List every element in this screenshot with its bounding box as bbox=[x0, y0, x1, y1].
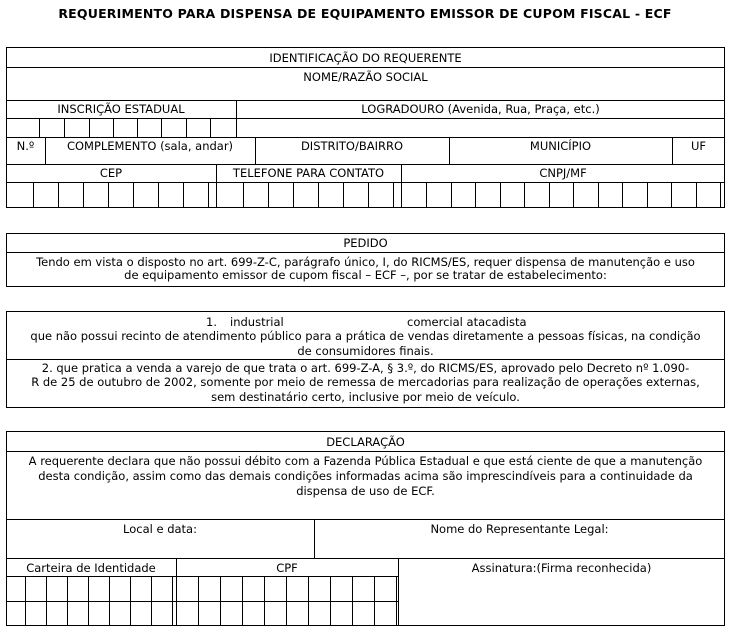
cell-divider bbox=[396, 576, 397, 626]
cell-divider bbox=[647, 182, 648, 208]
cell-divider bbox=[46, 576, 47, 626]
zip-label: CEP bbox=[99, 166, 123, 180]
cell-divider bbox=[130, 576, 131, 626]
cell-divider bbox=[573, 182, 574, 208]
state-label: UF bbox=[690, 139, 707, 153]
cell-divider bbox=[158, 182, 159, 208]
cell-divider bbox=[161, 118, 162, 137]
cell-divider bbox=[64, 118, 65, 137]
declaration-text-line1: A requerente declara que não possui débito com a Fazenda Pública Estadual e que está ciente de que a manutenção bbox=[28, 454, 703, 468]
cell-divider bbox=[137, 118, 138, 137]
cell-divider bbox=[210, 118, 211, 137]
district-label: DISTRITO/BAIRRO bbox=[300, 139, 404, 153]
cell-divider bbox=[113, 118, 114, 137]
option2-text-line2: R de 25 de outubro de 2002, somente por meio de remessa de mercadorias para realização de operações externas, bbox=[31, 375, 700, 389]
cell-divider bbox=[696, 182, 697, 208]
request-header: PEDIDO bbox=[343, 236, 388, 250]
cell-divider bbox=[186, 118, 187, 137]
cell-divider bbox=[108, 182, 109, 208]
complement-label: COMPLEMENTO (sala, andar) bbox=[66, 139, 234, 153]
cell-divider bbox=[308, 576, 309, 626]
cell-divider bbox=[286, 576, 287, 626]
option1-number: 1. bbox=[206, 315, 217, 329]
cell-divider bbox=[39, 118, 40, 137]
cell-divider bbox=[475, 182, 476, 208]
cell-divider bbox=[88, 576, 89, 626]
cell-divider bbox=[671, 182, 672, 208]
name-label: NOME/RAZÃO SOCIAL bbox=[303, 70, 428, 84]
cell-divider bbox=[83, 182, 84, 208]
cell-divider bbox=[330, 576, 331, 626]
representative-label: Nome do Representante Legal: bbox=[430, 522, 609, 536]
signature-label: Assinatura:(Firma reconhecida) bbox=[471, 561, 652, 575]
id-card-label: Carteira de Identidade bbox=[26, 561, 156, 575]
cell-divider bbox=[368, 182, 369, 208]
cell-divider bbox=[426, 182, 427, 208]
place-date-label: Local e data: bbox=[123, 522, 197, 536]
cell-divider bbox=[549, 182, 550, 208]
cell-divider bbox=[393, 182, 394, 208]
identification-header: IDENTIFICAÇÃO DO REQUERENTE bbox=[269, 51, 462, 65]
state-registration-label: INSCRIÇÃO ESTADUAL bbox=[57, 102, 185, 116]
cell-divider bbox=[133, 182, 134, 208]
option2-text-line1[interactable]: 2. que pratica a venda a varejo de que trata o art. 699-Z-A, § 3.º, do RICMS/ES, aprovado pelo Decreto nº 1.090- bbox=[41, 361, 690, 375]
cell-divider bbox=[293, 182, 294, 208]
cell-divider bbox=[524, 182, 525, 208]
declaration-text-line2: desta condição, assim como das demais condições informadas acima são imprescindíveis para a continuidade da bbox=[38, 469, 693, 483]
cell-divider bbox=[33, 182, 34, 208]
cell-divider bbox=[343, 182, 344, 208]
cell-divider bbox=[242, 576, 243, 626]
request-text-line1: Tendo em vista o disposto no art. 699-Z-C, parágrafo único, I, do RICMS/ES, requer dispensa de manutenção e uso bbox=[36, 255, 695, 269]
cell-divider bbox=[268, 182, 269, 208]
form-title: REQUERIMENTO PARA DISPENSA DE EQUIPAMENTO EMISSOR DE CUPOM FISCAL - ECF bbox=[58, 6, 672, 21]
cell-divider bbox=[352, 576, 353, 626]
cell-divider bbox=[25, 576, 26, 626]
cell-divider bbox=[58, 182, 59, 208]
declaration-text-line3: dispensa de uso de ECF. bbox=[296, 484, 435, 498]
cell-divider bbox=[220, 576, 221, 626]
option2-text-line3: sem destinatário certo, inclusive por meio de veículo. bbox=[211, 390, 520, 404]
declaration-header: DECLARAÇÃO bbox=[326, 435, 405, 449]
number-label: N.º bbox=[16, 139, 35, 153]
cell-divider bbox=[451, 182, 452, 208]
cell-divider bbox=[208, 182, 209, 208]
cell-divider bbox=[374, 576, 375, 626]
option1-text-line3: de consumidores finais. bbox=[297, 344, 434, 358]
cell-divider bbox=[264, 576, 265, 626]
phone-label: TELEFONE PARA CONTATO bbox=[232, 166, 385, 180]
option1-text-line2: que não possui recinto de atendimento público para a prática de vendas diretamente a pessoas físicas, na condição bbox=[30, 329, 701, 343]
cell-divider bbox=[243, 182, 244, 208]
cell-divider bbox=[67, 576, 68, 626]
cell-divider bbox=[318, 182, 319, 208]
cell-divider bbox=[198, 576, 199, 626]
option1-industrial[interactable]: industrial bbox=[230, 315, 284, 329]
request-text-line2: de equipamento emissor de cupom fiscal – ECF –, por se tratar de estabelecimento: bbox=[124, 268, 607, 282]
cell-divider bbox=[622, 182, 623, 208]
cell-divider bbox=[172, 576, 173, 626]
option1-wholesale[interactable]: comercial atacadista bbox=[407, 315, 527, 329]
cell-divider bbox=[500, 182, 501, 208]
cpf-label: CPF bbox=[276, 561, 298, 575]
cnpj-label: CNPJ/MF bbox=[539, 166, 587, 180]
cell-divider bbox=[183, 182, 184, 208]
cell-divider bbox=[151, 576, 152, 626]
cell-divider bbox=[598, 182, 599, 208]
cell-divider bbox=[109, 576, 110, 626]
city-label: MUNICÍPIO bbox=[529, 139, 592, 153]
address-label: LOGRADOURO (Avenida, Rua, Praça, etc.) bbox=[361, 102, 600, 116]
cell-divider bbox=[89, 118, 90, 137]
cell-divider bbox=[720, 182, 721, 208]
